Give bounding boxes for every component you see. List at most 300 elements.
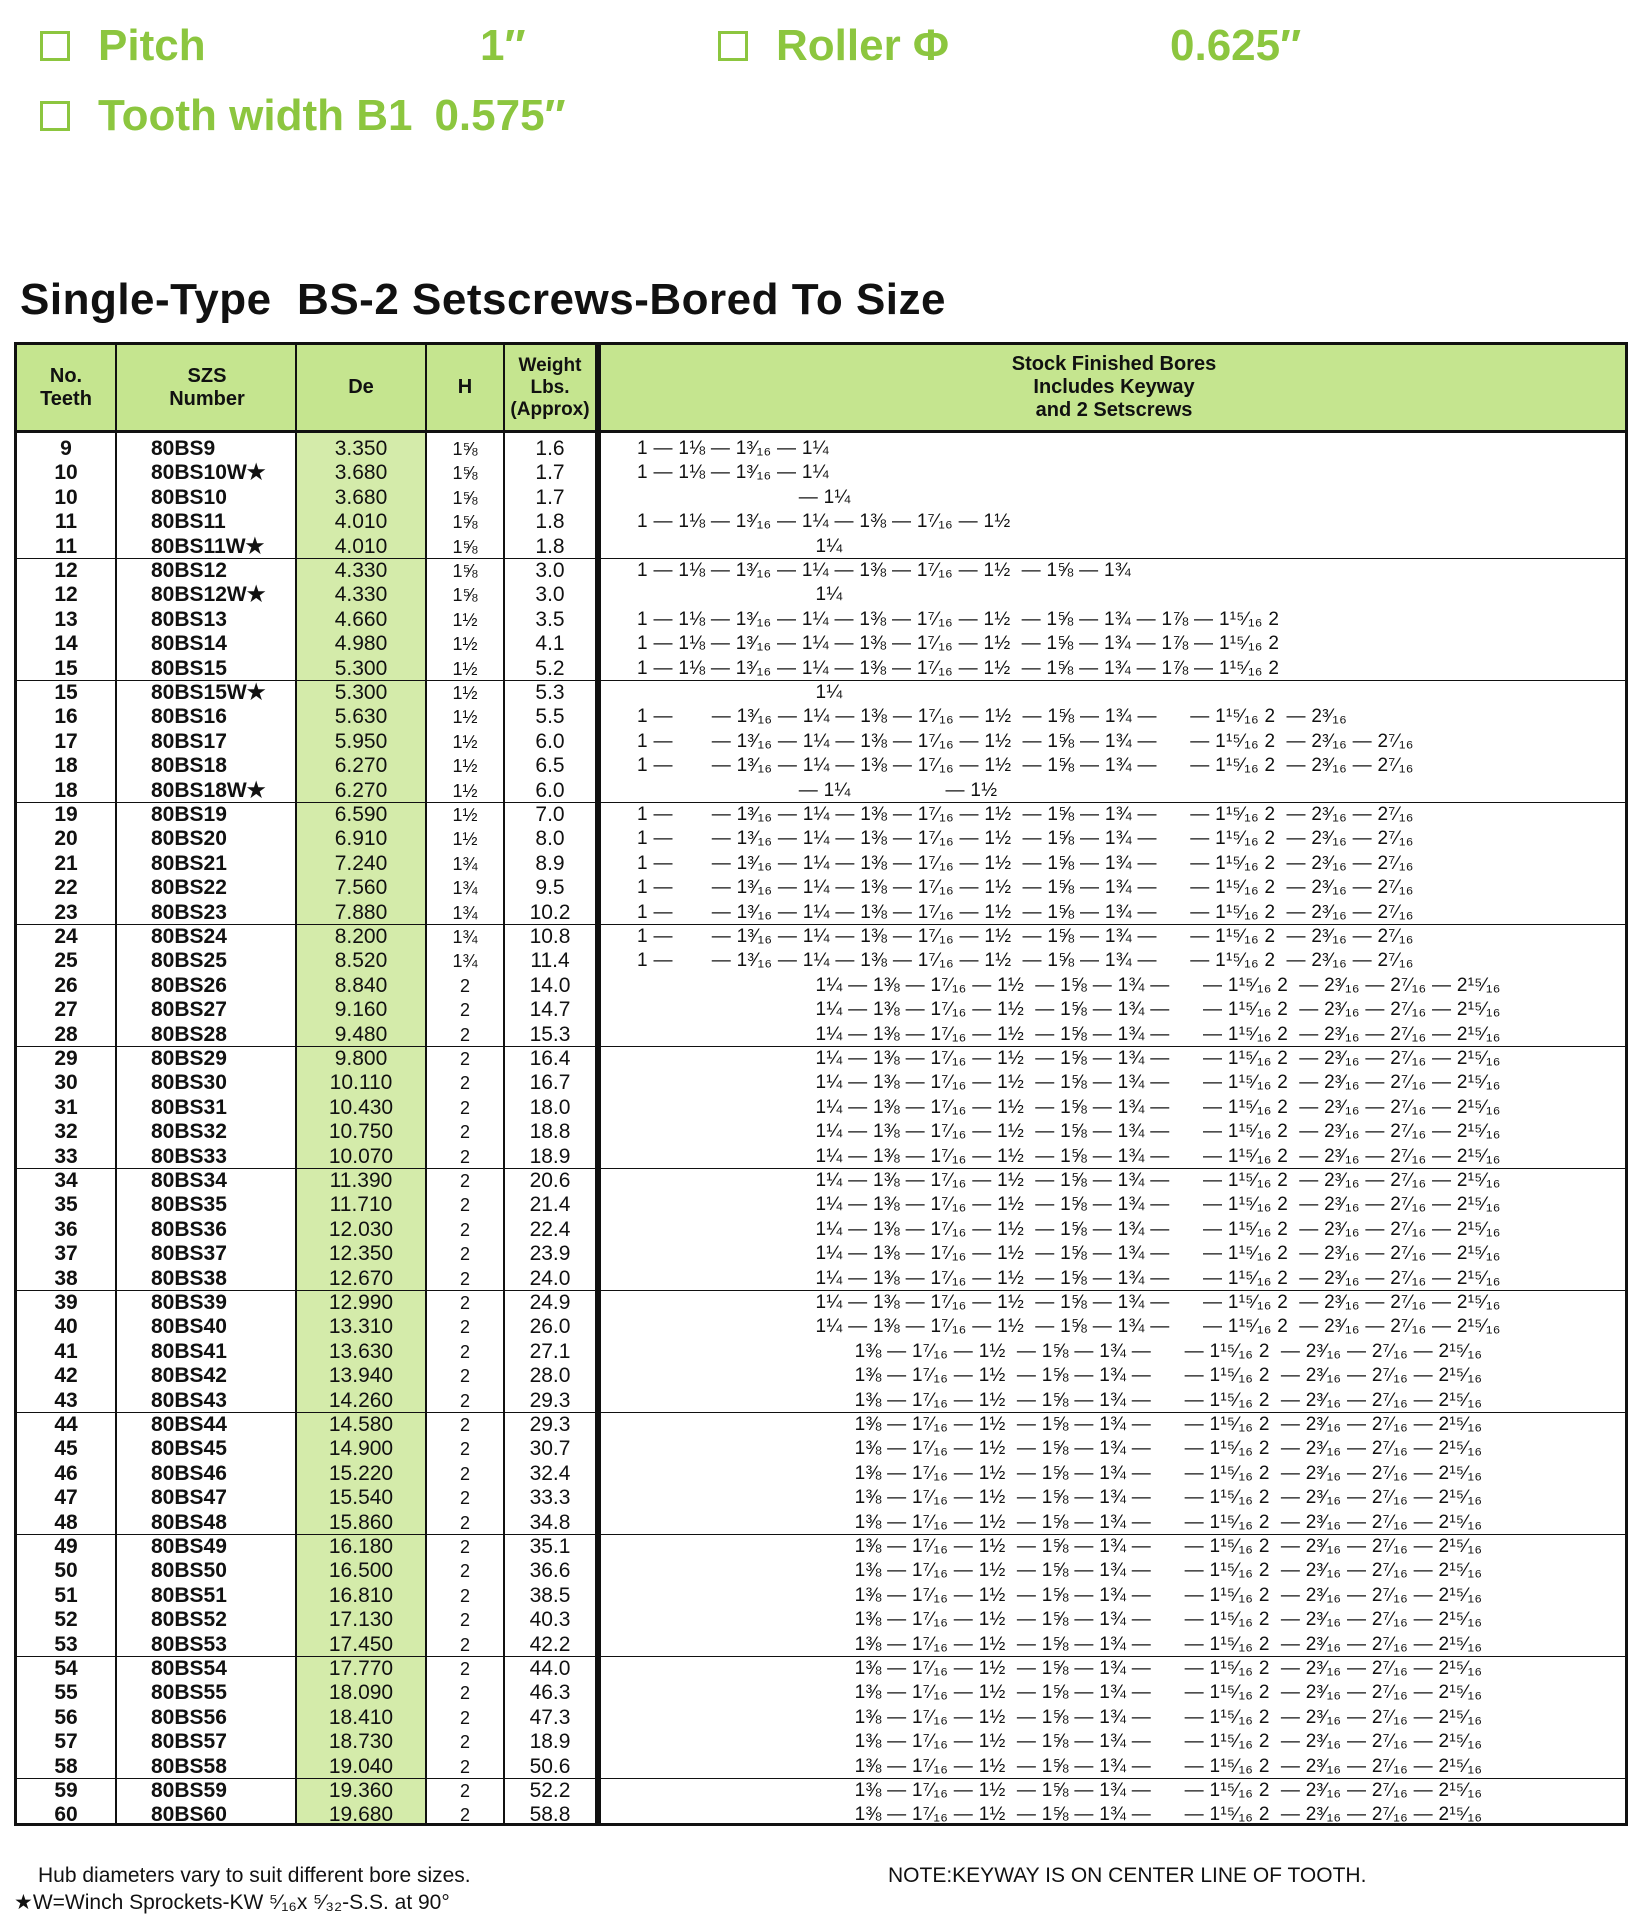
- number-cell: 80BS52: [151, 1608, 227, 1632]
- group-divider: [17, 1046, 1625, 1047]
- bores-cell: 1 — — 1³⁄₁₆ — 1¼ — 1⅜ — 1⁷⁄₁₆ — 1½ — 1⅝ — 1¾ — — 1¹⁵⁄₁₆ 2 — 2³⁄₁₆: [637, 706, 1348, 728]
- table-row: [17, 1242, 1625, 1266]
- weight-cell: 47.3: [529, 1705, 571, 1729]
- bores-cell: 1¼: [637, 584, 843, 606]
- weight-cell: 29.3: [529, 1413, 571, 1436]
- number-cell: 80BS51: [151, 1583, 227, 1607]
- h-cell: 1½: [452, 609, 478, 630]
- number-cell: 80BS19: [151, 803, 227, 826]
- teeth-cell: 18: [54, 754, 78, 778]
- h-cell: 1¾: [452, 853, 478, 874]
- de-cell: 4.330: [334, 559, 388, 582]
- number-cell: 80BS54: [151, 1657, 227, 1680]
- table-row: [17, 657, 1625, 681]
- roller-checkbox-icon: [718, 31, 748, 61]
- de-cell: 6.910: [334, 827, 388, 851]
- de-cell: 15.860: [328, 1510, 394, 1534]
- group-divider: [17, 1656, 1625, 1657]
- bores-cell: 1 — — 1³⁄₁₆ — 1¼ — 1⅜ — 1⁷⁄₁₆ — 1½ — 1⅝ — 1¾ — — 1¹⁵⁄₁₆ 2 — 2³⁄₁₆ — 2⁷⁄₁₆: [637, 926, 1414, 947]
- number-cell: 80BS12W★: [151, 583, 266, 607]
- weight-cell: 10.2: [529, 900, 571, 924]
- de-cell: 9.480: [334, 1022, 388, 1046]
- bores-cell: 1¼ — 1⅜ — 1⁷⁄₁₆ — 1½ — 1⅝ — 1¾ — — 1¹⁵⁄₁₆ 2 — 2³⁄₁₆ — 2⁷⁄₁₆ — 2¹⁵⁄₁₆: [637, 1267, 1501, 1289]
- table-row: [17, 1437, 1625, 1461]
- de-cell: 4.010: [334, 510, 388, 534]
- weight-cell: 24.9: [529, 1291, 571, 1314]
- number-cell: 80BS49: [151, 1535, 227, 1558]
- weight-cell: 34.8: [529, 1510, 571, 1534]
- bores-cell: 1⅜ — 1⁷⁄₁₆ — 1½ — 1⅝ — 1¾ — — 1¹⁵⁄₁₆ 2 — 2³⁄₁₆ — 2⁷⁄₁₆ — 2¹⁵⁄₁₆: [637, 1682, 1483, 1704]
- table-title: Single-Type BS-2 Setscrews-Bored To Size: [20, 275, 946, 324]
- table-row: [17, 1633, 1625, 1657]
- h-cell: 2: [459, 1317, 470, 1338]
- number-cell: 80BS59: [151, 1779, 227, 1802]
- number-cell: 80BS18W★: [151, 778, 266, 802]
- h-cell: 2: [459, 1732, 470, 1753]
- de-cell: 13.630: [328, 1339, 394, 1363]
- h-cell: 2: [459, 1683, 470, 1704]
- weight-cell: 36.6: [529, 1559, 571, 1583]
- bores-cell: 1¼ — 1⅜ — 1⁷⁄₁₆ — 1½ — 1⅝ — 1¾ — — 1¹⁵⁄₁₆ 2 — 2³⁄₁₆ — 2⁷⁄₁₆ — 2¹⁵⁄₁₆: [637, 999, 1501, 1021]
- de-cell: 9.800: [334, 1047, 388, 1070]
- de-cell: 11.710: [329, 1193, 393, 1217]
- h-cell: 2: [459, 1146, 470, 1167]
- bores-cell: 1⅜ — 1⁷⁄₁₆ — 1½ — 1⅝ — 1¾ — — 1¹⁵⁄₁₆ 2 — 2³⁄₁₆ — 2⁷⁄₁₆ — 2¹⁵⁄₁₆: [637, 1633, 1483, 1655]
- bores-cell: 1¼ — 1⅜ — 1⁷⁄₁₆ — 1½ — 1⅝ — 1¾ — — 1¹⁵⁄₁₆ 2 — 2³⁄₁₆ — 2⁷⁄₁₆ — 2¹⁵⁄₁₆: [637, 1096, 1501, 1118]
- number-cell: 80BS36: [151, 1217, 227, 1241]
- bores-cell: 1 — — 1³⁄₁₆ — 1¼ — 1⅜ — 1⁷⁄₁₆ — 1½ — 1⅝ — 1¾ — — 1¹⁵⁄₁₆ 2 — 2³⁄₁₆ — 2⁷⁄₁₆: [637, 730, 1414, 752]
- number-cell: 80BS45: [151, 1437, 227, 1461]
- weight-cell: 44.0: [529, 1657, 571, 1680]
- weight-cell: 35.1: [529, 1535, 571, 1558]
- weight-cell: 1.8: [535, 534, 565, 558]
- h-cell: 1⅝: [452, 536, 478, 557]
- h-cell: 2: [459, 1268, 470, 1289]
- teeth-cell: 17: [54, 729, 78, 753]
- h-cell: 2: [459, 1659, 470, 1679]
- number-cell: 80BS26: [151, 973, 227, 997]
- number-cell: 80BS16: [151, 705, 227, 729]
- h-cell: 2: [459, 1537, 470, 1557]
- h-cell: 1½: [452, 658, 478, 679]
- spec-row-2: [40, 88, 566, 144]
- h-cell: 1¾: [452, 878, 478, 899]
- table-header: [17, 345, 1625, 433]
- weight-cell: 29.3: [529, 1388, 571, 1412]
- weight-cell: 5.2: [535, 656, 565, 680]
- de-cell: 5.950: [334, 729, 388, 753]
- h-cell: 2: [459, 1244, 470, 1265]
- bores-cell: 1⅜ — 1⁷⁄₁₆ — 1½ — 1⅝ — 1¾ — — 1¹⁵⁄₁₆ 2 — 2³⁄₁₆ — 2⁷⁄₁₆ — 2¹⁵⁄₁₆: [637, 1340, 1483, 1362]
- de-cell: 5.630: [334, 705, 388, 729]
- teeth-cell: 21: [54, 851, 78, 875]
- de-cell: 4.660: [334, 607, 388, 631]
- pitch-checkbox-icon: [40, 31, 70, 61]
- weight-cell: 24.0: [529, 1266, 571, 1290]
- bores-cell: 1⅜ — 1⁷⁄₁₆ — 1½ — 1⅝ — 1¾ — — 1¹⁵⁄₁₆ 2 — 2³⁄₁₆ — 2⁷⁄₁₆ — 2¹⁵⁄₁₆: [637, 1658, 1483, 1679]
- teeth-cell: 18: [54, 778, 78, 802]
- number-cell: 80BS37: [151, 1242, 227, 1266]
- de-cell: 4.010: [334, 534, 388, 558]
- table-row: [17, 730, 1625, 754]
- h-cell: 2: [459, 1439, 470, 1460]
- bores-cell: 1¼ — 1⅜ — 1⁷⁄₁₆ — 1½ — 1⅝ — 1¾ — — 1¹⁵⁄₁₆ 2 — 2³⁄₁₆ — 2⁷⁄₁₆ — 2¹⁵⁄₁₆: [637, 1121, 1501, 1143]
- de-cell: 18.730: [328, 1730, 394, 1754]
- bores-cell: 1 — — 1³⁄₁₆ — 1¼ — 1⅜ — 1⁷⁄₁₆ — 1½ — 1⅝ — 1¾ — — 1¹⁵⁄₁₆ 2 — 2³⁄₁₆ — 2⁷⁄₁₆: [637, 755, 1414, 777]
- table-row: [17, 1071, 1625, 1095]
- weight-cell: 33.3: [529, 1486, 571, 1510]
- teeth-cell: 48: [54, 1510, 78, 1534]
- teeth-cell: 38: [54, 1266, 78, 1290]
- number-cell: 80BS57: [151, 1730, 227, 1754]
- weight-cell: 16.4: [529, 1047, 571, 1070]
- weight-cell: 16.7: [529, 1071, 571, 1095]
- weight-cell: 26.0: [529, 1315, 571, 1339]
- h-cell: 2: [459, 1512, 470, 1533]
- teeth-cell: 15: [54, 681, 78, 704]
- de-cell: 16.500: [328, 1559, 394, 1583]
- teeth-cell: 49: [54, 1535, 78, 1558]
- h-cell: 1½: [452, 707, 478, 728]
- table-row: [17, 1389, 1625, 1413]
- bores-cell: 1¼ — 1⅜ — 1⁷⁄₁₆ — 1½ — 1⅝ — 1¾ — — 1¹⁵⁄₁₆ 2 — 2³⁄₁₆ — 2⁷⁄₁₆ — 2¹⁵⁄₁₆: [637, 1243, 1501, 1265]
- de-cell: 7.240: [334, 851, 388, 875]
- teeth-cell: 32: [54, 1120, 78, 1144]
- de-cell: 10.110: [329, 1071, 393, 1095]
- table-row: [17, 998, 1625, 1022]
- bores-cell: 1 — — 1³⁄₁₆ — 1¼ — 1⅜ — 1⁷⁄₁₆ — 1½ — 1⅝ — 1¾ — — 1¹⁵⁄₁₆ 2 — 2³⁄₁₆ — 2⁷⁄₁₆: [637, 804, 1414, 825]
- teeth-cell: 36: [54, 1217, 78, 1241]
- table-row: [17, 1096, 1625, 1120]
- number-cell: 80BS18: [151, 754, 227, 778]
- de-cell: 13.310: [328, 1315, 394, 1339]
- group-divider: [17, 1412, 1625, 1413]
- weight-cell: 1.7: [535, 461, 565, 485]
- group-divider: [17, 1290, 1625, 1291]
- number-cell: 80BS31: [151, 1095, 227, 1119]
- table-row: [17, 1193, 1625, 1217]
- winch-note: ★W=Winch Sprockets-KW ⁵⁄₁₆x ⁵⁄₃₂-S.S. at 90°: [14, 1891, 450, 1914]
- weight-cell: 38.5: [529, 1583, 571, 1607]
- bores-cell: 1⅜ — 1⁷⁄₁₆ — 1½ — 1⅝ — 1¾ — — 1¹⁵⁄₁₆ 2 — 2³⁄₁₆ — 2⁷⁄₁₆ — 2¹⁵⁄₁₆: [637, 1511, 1483, 1533]
- number-cell: 80BS34: [151, 1169, 227, 1192]
- bores-cell: 1⅜ — 1⁷⁄₁₆ — 1½ — 1⅝ — 1¾ — — 1¹⁵⁄₁₆ 2 — 2³⁄₁₆ — 2⁷⁄₁₆ — 2¹⁵⁄₁₆: [637, 1706, 1483, 1728]
- teeth-cell: 16: [54, 705, 78, 729]
- bores-cell: 1⅜ — 1⁷⁄₁₆ — 1½ — 1⅝ — 1¾ — — 1¹⁵⁄₁₆ 2 — 2³⁄₁₆ — 2⁷⁄₁₆ — 2¹⁵⁄₁₆: [637, 1731, 1483, 1753]
- h-cell: 2: [459, 1707, 470, 1728]
- number-cell: 80BS21: [151, 851, 227, 875]
- number-cell: 80BS35: [151, 1193, 227, 1217]
- de-cell: 7.560: [334, 876, 388, 900]
- de-cell: 10.070: [328, 1144, 394, 1168]
- h-cell: 2: [459, 1293, 470, 1313]
- table-row: [17, 1779, 1625, 1803]
- header-teeth: No. Teeth: [40, 364, 92, 410]
- number-cell: 80BS33: [151, 1144, 227, 1168]
- bores-cell: 1 — 1⅛ — 1³⁄₁₆ — 1¼ — 1⅜ — 1⁷⁄₁₆ — 1½ — 1⅝ — 1¾: [637, 560, 1132, 581]
- h-cell: 1¾: [452, 902, 478, 923]
- weight-cell: 23.9: [529, 1242, 571, 1266]
- table-row: [17, 1413, 1625, 1437]
- teeth-cell: 14: [54, 632, 78, 656]
- teeth-cell: 40: [54, 1315, 78, 1339]
- de-cell: 14.260: [328, 1388, 394, 1412]
- table-row: [17, 486, 1625, 510]
- number-cell: 80BS38: [151, 1266, 227, 1290]
- teeth-cell: 28: [54, 1022, 78, 1046]
- weight-cell: 3.0: [535, 583, 565, 607]
- h-cell: 2: [459, 1049, 470, 1069]
- bores-cell: 1¼ — 1⅜ — 1⁷⁄₁₆ — 1½ — 1⅝ — 1¾ — — 1¹⁵⁄₁₆ 2 — 2³⁄₁₆ — 2⁷⁄₁₆ — 2¹⁵⁄₁₆: [637, 1170, 1501, 1191]
- de-cell: 8.840: [334, 973, 388, 997]
- de-cell: 5.300: [334, 656, 388, 680]
- weight-cell: 14.0: [529, 973, 571, 997]
- h-cell: 1¾: [452, 951, 478, 972]
- teeth-cell: 55: [54, 1681, 78, 1705]
- bores-cell: 1 — 1⅛ — 1³⁄₁₆ — 1¼: [637, 438, 829, 459]
- teeth-cell: 56: [54, 1705, 78, 1729]
- table-row: [17, 1657, 1625, 1681]
- number-cell: 80BS46: [151, 1461, 227, 1485]
- weight-cell: 8.9: [535, 851, 565, 875]
- teeth-cell: 12: [54, 583, 78, 607]
- table-row: [17, 1047, 1625, 1071]
- bores-cell: 1 — — 1³⁄₁₆ — 1¼ — 1⅜ — 1⁷⁄₁₆ — 1½ — 1⅝ — 1¾ — — 1¹⁵⁄₁₆ 2 — 2³⁄₁₆ — 2⁷⁄₁₆: [637, 950, 1414, 972]
- table-row: [17, 510, 1625, 534]
- table-row: [17, 1145, 1625, 1169]
- de-cell: 14.580: [328, 1413, 394, 1436]
- h-cell: 1½: [452, 683, 478, 703]
- bores-cell: 1¼ — 1⅜ — 1⁷⁄₁₆ — 1½ — 1⅝ — 1¾ — — 1¹⁵⁄₁₆ 2 — 2³⁄₁₆ — 2⁷⁄₁₆ — 2¹⁵⁄₁₆: [637, 1292, 1501, 1313]
- bores-cell: 1 — 1⅛ — 1³⁄₁₆ — 1¼: [637, 462, 829, 484]
- weight-cell: 7.0: [535, 803, 565, 826]
- teeth-cell: 11: [54, 534, 78, 558]
- de-cell: 5.300: [334, 681, 388, 704]
- roller-value-wrap: [1170, 18, 1301, 74]
- number-cell: 80BS30: [151, 1071, 227, 1095]
- de-cell: 6.590: [334, 803, 388, 826]
- table-row: [17, 1267, 1625, 1291]
- bores-cell: 1⅜ — 1⁷⁄₁₆ — 1½ — 1⅝ — 1¾ — — 1¹⁵⁄₁₆ 2 — 2³⁄₁₆ — 2⁷⁄₁₆ — 2¹⁵⁄₁₆: [637, 1438, 1483, 1460]
- teeth-cell: 13: [54, 607, 78, 631]
- de-cell: 11.390: [329, 1169, 393, 1192]
- de-cell: 9.160: [334, 998, 388, 1022]
- h-cell: 2: [459, 1171, 470, 1191]
- teeth-cell: 39: [54, 1291, 78, 1314]
- teeth-cell: 57: [54, 1730, 78, 1754]
- number-cell: 80BS15W★: [151, 681, 266, 704]
- number-cell: 80BS43: [151, 1388, 227, 1412]
- bores-cell: 1⅜ — 1⁷⁄₁₆ — 1½ — 1⅝ — 1¾ — — 1¹⁵⁄₁₆ 2 — 2³⁄₁₆ — 2⁷⁄₁₆ — 2¹⁵⁄₁₆: [637, 1414, 1483, 1435]
- de-cell: 19.040: [328, 1754, 394, 1778]
- de-cell: 17.130: [328, 1608, 394, 1632]
- h-cell: 1½: [452, 805, 478, 825]
- bores-cell: 1 — 1⅛ — 1³⁄₁₆ — 1¼ — 1⅜ — 1⁷⁄₁₆ — 1½ — 1⅝ — 1¾ — 1⅞ — 1¹⁵⁄₁₆ 2: [637, 657, 1280, 679]
- number-cell: 80BS13: [151, 607, 227, 631]
- de-cell: 13.940: [328, 1364, 394, 1388]
- weight-cell: 46.3: [529, 1681, 571, 1705]
- bores-cell: 1 — — 1³⁄₁₆ — 1¼ — 1⅜ — 1⁷⁄₁₆ — 1½ — 1⅝ — 1¾ — — 1¹⁵⁄₁₆ 2 — 2³⁄₁₆ — 2⁷⁄₁₆: [637, 901, 1414, 923]
- number-cell: 80BS47: [151, 1486, 227, 1510]
- table-row: [17, 1462, 1625, 1486]
- group-divider: [17, 680, 1625, 681]
- table-row: [17, 608, 1625, 632]
- h-cell: 1½: [452, 756, 478, 777]
- table-row: [17, 852, 1625, 876]
- teeth-cell: 30: [54, 1071, 78, 1095]
- roller-label: Roller Φ: [776, 21, 950, 70]
- h-cell: 1½: [452, 780, 478, 801]
- number-cell: 80BS22: [151, 876, 227, 900]
- weight-cell: 52.2: [529, 1779, 571, 1802]
- h-cell: 2: [459, 1097, 470, 1118]
- number-cell: 80BS14: [151, 632, 227, 656]
- h-cell: 2: [459, 1122, 470, 1143]
- number-cell: 80BS39: [151, 1291, 227, 1314]
- header-h: H: [457, 376, 473, 398]
- table-row: [17, 583, 1625, 607]
- number-cell: 80BS27: [151, 998, 227, 1022]
- h-cell: 2: [459, 1195, 470, 1216]
- weight-cell: 3.5: [535, 607, 565, 631]
- h-cell: 2: [459, 1463, 470, 1484]
- bores-cell: — 1¼: [637, 486, 851, 508]
- h-cell: 1⅝: [452, 585, 478, 606]
- teeth-cell: 33: [54, 1144, 78, 1168]
- table-row: [17, 1730, 1625, 1754]
- de-cell: 12.030: [328, 1217, 394, 1241]
- h-cell: 2: [459, 975, 470, 996]
- teeth-cell: 47: [54, 1486, 78, 1510]
- table-row: [17, 681, 1625, 705]
- number-cell: 80BS60: [151, 1803, 227, 1827]
- table-row: [17, 1535, 1625, 1559]
- de-cell: 16.180: [328, 1535, 394, 1558]
- h-cell: 2: [459, 1219, 470, 1240]
- de-cell: 17.450: [328, 1632, 394, 1656]
- number-cell: 80BS23: [151, 900, 227, 924]
- roller-spec: [718, 18, 949, 74]
- table-row: [17, 1340, 1625, 1364]
- bores-cell: 1¼ — 1⅜ — 1⁷⁄₁₆ — 1½ — 1⅝ — 1¾ — — 1¹⁵⁄₁₆ 2 — 2³⁄₁₆ — 2⁷⁄₁₆ — 2¹⁵⁄₁₆: [637, 974, 1501, 996]
- number-cell: 80BS50: [151, 1559, 227, 1583]
- table-row: [17, 1681, 1625, 1705]
- bores-cell: 1¼: [637, 682, 843, 703]
- de-cell: 15.540: [328, 1486, 394, 1510]
- h-cell: 1⅝: [452, 512, 478, 533]
- bores-cell: 1 — 1⅛ — 1³⁄₁₆ — 1¼ — 1⅜ — 1⁷⁄₁₆ — 1½: [637, 511, 1011, 533]
- weight-cell: 6.0: [535, 729, 565, 753]
- teeth-cell: 60: [54, 1803, 78, 1827]
- header-number: SZS Number: [169, 364, 245, 410]
- weight-cell: 1.8: [535, 510, 565, 534]
- number-cell: 80BS44: [151, 1413, 227, 1436]
- group-divider: [17, 1778, 1625, 1779]
- teeth-cell: 43: [54, 1388, 78, 1412]
- de-cell: 16.810: [328, 1583, 394, 1607]
- de-cell: 8.520: [334, 949, 388, 973]
- table-row: [17, 632, 1625, 656]
- pitch-value: 1″: [480, 21, 526, 70]
- table-row: [17, 901, 1625, 925]
- teeth-cell: 35: [54, 1193, 78, 1217]
- bores-cell: 1 — 1⅛ — 1³⁄₁₆ — 1¼ — 1⅜ — 1⁷⁄₁₆ — 1½ — 1⅝ — 1¾ — 1⅞ — 1¹⁵⁄₁₆ 2: [637, 608, 1280, 630]
- table-row: [17, 779, 1625, 803]
- weight-cell: 8.0: [535, 827, 565, 851]
- bores-cell: 1 — 1⅛ — 1³⁄₁₆ — 1¼ — 1⅜ — 1⁷⁄₁₆ — 1½ — 1⅝ — 1¾ — 1⅞ — 1¹⁵⁄₁₆ 2: [637, 633, 1280, 655]
- h-cell: 2: [459, 1341, 470, 1362]
- de-cell: 14.900: [328, 1437, 394, 1461]
- table-row: [17, 1559, 1625, 1583]
- hub-note: Hub diameters vary to suit different bore sizes.: [38, 1864, 471, 1887]
- bores-cell: 1¼ — 1⅜ — 1⁷⁄₁₆ — 1½ — 1⅝ — 1¾ — — 1¹⁵⁄₁₆ 2 — 2³⁄₁₆ — 2⁷⁄₁₆ — 2¹⁵⁄₁₆: [637, 1194, 1501, 1216]
- teeth-cell: 12: [54, 559, 78, 582]
- number-cell: 80BS9: [151, 437, 216, 460]
- bores-cell: 1⅜ — 1⁷⁄₁₆ — 1½ — 1⅝ — 1¾ — — 1¹⁵⁄₁₆ 2 — 2³⁄₁₆ — 2⁷⁄₁₆ — 2¹⁵⁄₁₆: [637, 1609, 1483, 1631]
- weight-cell: 58.8: [529, 1803, 571, 1827]
- bores-cell: 1⅜ — 1⁷⁄₁₆ — 1½ — 1⅝ — 1¾ — — 1¹⁵⁄₁₆ 2 — 2³⁄₁₆ — 2⁷⁄₁₆ — 2¹⁵⁄₁₆: [637, 1560, 1483, 1582]
- header-de: De: [348, 376, 374, 398]
- h-cell: 1½: [452, 829, 478, 850]
- bores-cell: 1⅜ — 1⁷⁄₁₆ — 1½ — 1⅝ — 1¾ — — 1¹⁵⁄₁₆ 2 — 2³⁄₁₆ — 2⁷⁄₁₆ — 2¹⁵⁄₁₆: [637, 1536, 1483, 1557]
- header-bores: Stock Finished Bores Includes Keyway and 2 Setscrews: [1011, 353, 1217, 421]
- weight-cell: 6.5: [535, 754, 565, 778]
- teeth-cell: 58: [54, 1754, 78, 1778]
- de-cell: 4.980: [334, 632, 388, 656]
- number-cell: 80BS41: [151, 1339, 227, 1363]
- weight-cell: 1.6: [535, 437, 565, 460]
- de-cell: 6.270: [334, 778, 388, 802]
- teeth-cell: 41: [54, 1339, 78, 1363]
- h-cell: 2: [459, 1634, 470, 1655]
- bores-cell: 1¼ — 1⅜ — 1⁷⁄₁₆ — 1½ — 1⅝ — 1¾ — — 1¹⁵⁄₁₆ 2 — 2³⁄₁₆ — 2⁷⁄₁₆ — 2¹⁵⁄₁₆: [637, 1145, 1501, 1167]
- h-cell: 2: [459, 1781, 470, 1801]
- bores-cell: 1¼ — 1⅜ — 1⁷⁄₁₆ — 1½ — 1⅝ — 1¾ — — 1¹⁵⁄₁₆ 2 — 2³⁄₁₆ — 2⁷⁄₁₆ — 2¹⁵⁄₁₆: [637, 1072, 1501, 1094]
- number-cell: 80BS25: [151, 949, 227, 973]
- de-cell: 10.750: [328, 1120, 394, 1144]
- teeth-cell: 15: [54, 656, 78, 680]
- weight-cell: 20.6: [529, 1169, 571, 1192]
- teeth-cell: 37: [54, 1242, 78, 1266]
- table-row: [17, 1608, 1625, 1632]
- de-cell: 12.990: [328, 1291, 394, 1314]
- number-cell: 80BS24: [151, 925, 227, 948]
- table-row: [17, 827, 1625, 851]
- sprocket-table: [14, 342, 1628, 1826]
- table-row: [17, 1486, 1625, 1510]
- group-divider: [17, 924, 1625, 925]
- weight-cell: 14.7: [529, 998, 571, 1022]
- h-cell: 2: [459, 1415, 470, 1435]
- de-cell: 12.350: [328, 1242, 394, 1266]
- bores-cell: 1 — — 1³⁄₁₆ — 1¼ — 1⅜ — 1⁷⁄₁₆ — 1½ — 1⅝ — 1¾ — — 1¹⁵⁄₁₆ 2 — 2³⁄₁₆ — 2⁷⁄₁₆: [637, 877, 1414, 899]
- number-cell: 80BS10: [151, 485, 227, 509]
- h-cell: 1½: [452, 731, 478, 752]
- table-row: [17, 1706, 1625, 1730]
- number-cell: 80BS53: [151, 1632, 227, 1656]
- teeth-cell: 31: [54, 1095, 78, 1119]
- number-cell: 80BS48: [151, 1510, 227, 1534]
- bores-cell: 1⅜ — 1⁷⁄₁₆ — 1½ — 1⅝ — 1¾ — — 1¹⁵⁄₁₆ 2 — 2³⁄₁₆ — 2⁷⁄₁₆ — 2¹⁵⁄₁₆: [637, 1389, 1483, 1411]
- h-cell: 2: [459, 1366, 470, 1387]
- de-cell: 6.270: [334, 754, 388, 778]
- teeth-cell: 52: [54, 1608, 78, 1632]
- table-row: [17, 925, 1625, 949]
- bores-cell: — 1¼ — 1½: [637, 779, 998, 801]
- de-cell: 3.680: [334, 485, 388, 509]
- number-cell: 80BS12: [151, 559, 227, 582]
- teeth-cell: 22: [54, 876, 78, 900]
